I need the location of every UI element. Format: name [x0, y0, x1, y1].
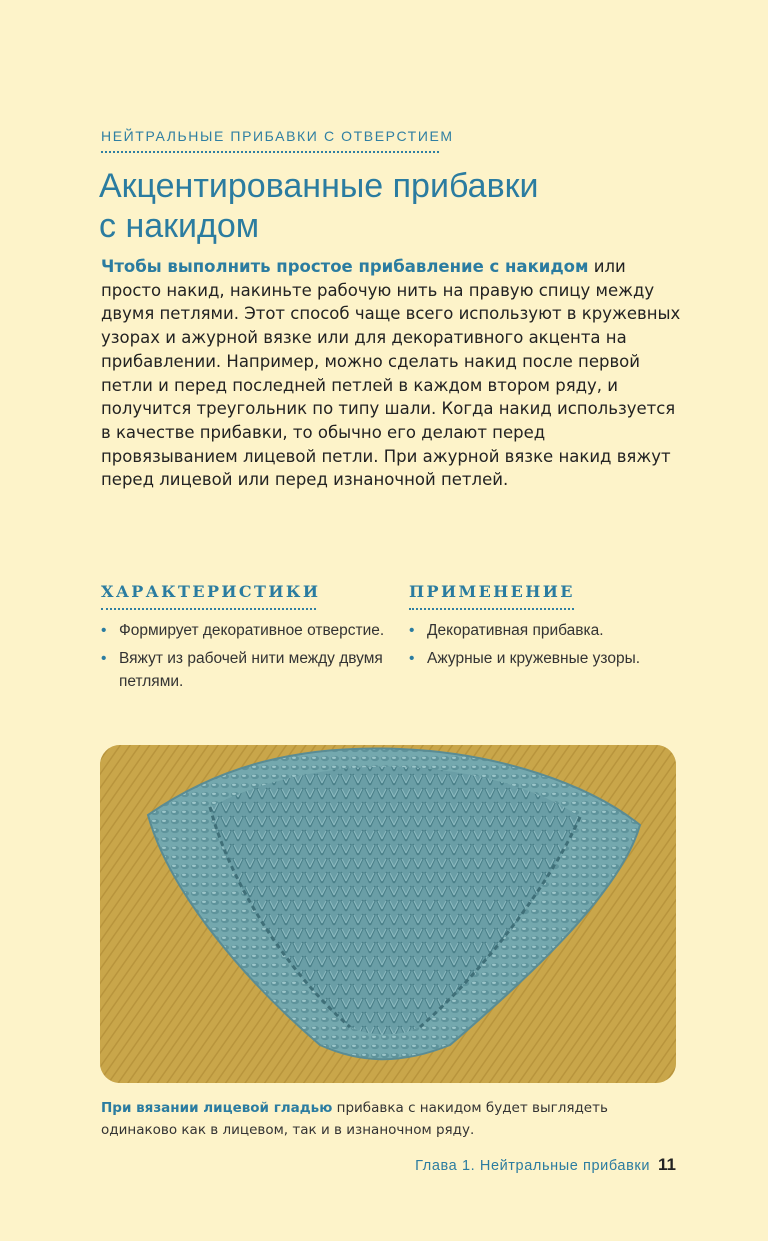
list-item-text: Формирует декоративное отверстие.: [119, 622, 385, 639]
list-item-text: Декоративная прибавка.: [427, 622, 604, 639]
list-item-text: Ажурные и кружевные узоры.: [427, 650, 641, 667]
bullet-icon: •: [409, 650, 415, 667]
list-item-text: Вяжут из рабочей нити между двумя петлями.: [119, 650, 383, 690]
list-item: [409, 619, 659, 642]
page-title-line-1: Акцентированные прибавки: [99, 167, 539, 205]
caption-text: прибавка с накидом будет выглядеть одинаково как в лицевом, так и в изнаночном ряду.: [101, 1100, 608, 1138]
knitted-swatch-photo: [100, 745, 676, 1083]
caption-lead: При вязании лицевой гладью: [101, 1100, 333, 1116]
section-kicker: НЕЙТРАЛЬНЫЕ ПРИБАВКИ С ОТВЕРСТИЕМ: [101, 128, 454, 144]
bullet-icon: •: [101, 622, 107, 639]
application-heading: ПРИМЕНЕНИЕ: [409, 582, 575, 601]
intro-text: или просто накид, накиньте рабочую нить на правую спицу между двумя петлями. Этот способ чаще всего используют в кружевных узорах и ажурной вязке или для декоративного акцента на прибавлении. Например, можно сделать накид после первой петли и перед последней петлей в каждом втором ряду, и получится треугольник по типу шали. Когда накид используется в качестве прибавки, то обычно его делают перед провязыванием лицевой петли. При ажурной вязке накид вяжут перед лицевой или перед изнаночной петлей.: [101, 257, 681, 490]
characteristics-divider: [101, 608, 316, 610]
characteristics-list: [101, 619, 386, 698]
list-item: [101, 647, 386, 693]
intro-paragraph: [101, 255, 681, 492]
page-title: [99, 166, 539, 246]
characteristics-heading: ХАРАКТЕРИСТИКИ: [101, 582, 321, 601]
bullet-icon: •: [101, 650, 107, 667]
intro-lead: Чтобы выполнить простое прибавление с накидом: [101, 257, 589, 276]
list-item: [101, 619, 386, 642]
application-list: [409, 619, 659, 675]
page-footer: [0, 1155, 676, 1175]
page-title-line-2: с накидом: [99, 207, 260, 245]
page-number: 11: [658, 1155, 676, 1174]
bullet-icon: •: [409, 622, 415, 639]
chapter-title: Глава 1. Нейтральные прибавки: [415, 1158, 651, 1174]
list-item: [409, 647, 659, 670]
application-divider: [409, 608, 574, 610]
kicker-divider: [101, 151, 439, 153]
photo-caption: [101, 1097, 681, 1141]
knitted-swatch-illustration: [100, 745, 676, 1083]
